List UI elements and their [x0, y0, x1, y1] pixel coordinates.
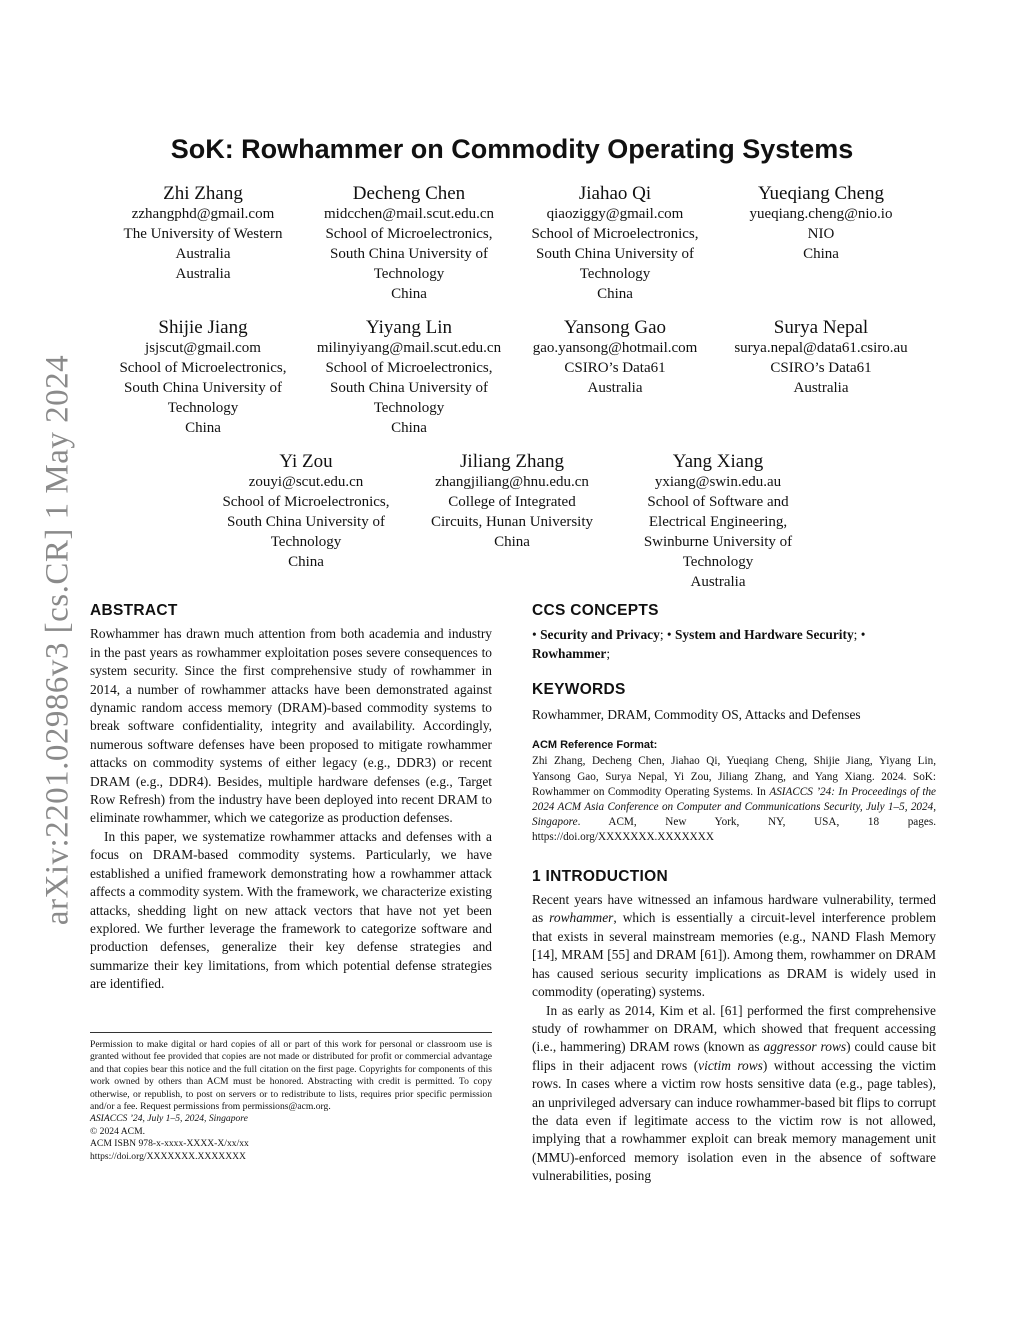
author-email: jsjscut@gmail.com	[145, 340, 261, 356]
author-email: yxiang@swin.edu.au	[654, 474, 782, 490]
ccs-concept: System and Hardware Security	[674, 627, 854, 643]
author-block	[615, 450, 821, 592]
author-affiliation: Circuits, Hunan University	[430, 514, 594, 530]
author-affiliation: Australia	[793, 380, 849, 396]
acm-reference-text	[532, 754, 936, 845]
author-block	[306, 182, 512, 304]
author-block	[718, 182, 924, 264]
acm-reference	[532, 736, 936, 846]
author-name: Surya Nepal	[773, 317, 869, 338]
author-block	[409, 450, 615, 552]
author-name: Shijie Jiang	[158, 317, 248, 338]
author-email: zhangjiliang@hnu.edu.cn	[435, 474, 589, 490]
abstract-paragraph: Rowhammer has drawn much attention from both academia and industry in the past years as rowhammer exploitation poses severe consequences to system security. Since the first comprehensive study of rowhammer in 2014, a number of rowhammer attacks have been demonstrated against dynamic random access memory (DRAM)-based commodity systems to break software confidentiality, integrity and availability. Accordingly, numerous software defenses have been proposed to mitigate rowhammer attacks on commodity systems of either legacy (e.g., DDR3) or recent DRAM (e.g., DDR4). Besides, multiple hardware defenses (e.g., Target Row Refresh) from the industry have been deployed into recent DRAM to eliminate rowhammer, which we categorize as production defenses.	[90, 626, 492, 826]
author-affiliation: CSIRO’s Data61	[564, 360, 666, 376]
author-affiliation: School of Software and	[647, 494, 789, 510]
emphasis: rowhammer	[549, 910, 614, 926]
author-email: zzhangphd@gmail.com	[131, 206, 275, 222]
author-block	[512, 316, 718, 398]
paper-title: SoK: Rowhammer on Commodity Operating Systems	[170, 134, 854, 164]
author-name: Jiahao Qi	[578, 183, 652, 204]
author-affiliation: South China University of	[330, 380, 488, 396]
author-affiliation: School of Microelectronics,	[531, 226, 699, 242]
abstract-heading: ABSTRACT	[90, 602, 178, 619]
author-email: zouyi@scut.edu.cn	[248, 474, 364, 490]
separator: ;	[606, 645, 611, 661]
separator: ;	[659, 627, 664, 643]
author-affiliation: Technology	[270, 534, 342, 550]
isbn-line: ACM ISBN 978-x-xxxx-XXXX-X/xx/xx	[90, 1138, 249, 1150]
author-affiliation: NIO	[807, 226, 835, 242]
keywords-heading: KEYWORDS	[532, 681, 626, 699]
author-affiliation: South China University of	[227, 514, 385, 530]
intro-paragraph	[532, 1002, 936, 1186]
author-email: surya.nepal@data61.csiro.au	[734, 340, 908, 356]
author-affiliation: Electrical Engineering,	[648, 514, 788, 530]
arxiv-stamp: arXiv:2201.02986v3 [cs.CR] 1 May 2024	[39, 354, 76, 926]
bullet: •	[532, 627, 537, 643]
introduction-heading: 1 INTRODUCTION	[532, 867, 668, 885]
author-affiliation: Technology	[167, 400, 239, 416]
author-affiliation: Australia	[175, 246, 231, 262]
author-name: Yansong Gao	[563, 317, 667, 338]
ccs-concept: Rowhammer	[532, 645, 607, 661]
text-run: ) could cause bit flips in their adjacent rows (	[532, 1039, 936, 1073]
author-affiliation: Australia	[690, 574, 746, 590]
author-affiliation: School of Microelectronics,	[119, 360, 287, 376]
author-affiliation: Swinburne University of	[643, 534, 793, 550]
author-affiliation: South China University of	[536, 246, 694, 262]
author-block	[100, 316, 306, 438]
author-block	[512, 182, 718, 304]
separator: ;	[853, 627, 858, 643]
author-affiliation: China	[391, 420, 427, 436]
author-affiliation: Technology	[373, 266, 445, 282]
permission-text: Permission to make digital or hard copies of all or part of this work for personal or classroom use is granted without fee provided that copies are not made or distributed for profit or commercial advantage and that copies bear this notice and the full citation on the first page. Copyrights for components of this work owned by others than ACM must be honored. Abstracting with credit is permitted. To copy otherwise, or republish, to post on servers or to redistribute to lists, requires prior specific permission and/or a fee. Request permissions from permissions@acm.org.	[90, 1039, 492, 1113]
author-affiliation: South China University of	[330, 246, 488, 262]
right-column	[532, 602, 936, 1186]
ccs-concept: Security and Privacy	[540, 627, 660, 643]
author-block	[203, 450, 409, 572]
author-affiliation: Technology	[373, 400, 445, 416]
author-affiliation: School of Microelectronics,	[325, 360, 493, 376]
author-name: Yueqiang Cheng	[757, 183, 885, 204]
keywords-text: Rowhammer, DRAM, Commodity OS, Attacks and Defenses	[532, 706, 861, 722]
permission-footnote	[90, 1032, 492, 1163]
intro-paragraph	[532, 891, 936, 1001]
author-affiliation: College of Integrated	[448, 494, 576, 510]
author-affiliation: China	[597, 286, 633, 302]
author-email: gao.yansong@hotmail.com	[532, 340, 698, 356]
author-affiliation: China	[288, 554, 324, 570]
author-email: midcchen@mail.scut.edu.cn	[323, 206, 494, 222]
author-affiliation: China	[391, 286, 427, 302]
acm-reference-heading: ACM Reference Format:	[532, 739, 658, 752]
author-block	[718, 316, 924, 398]
abstract-section	[90, 602, 492, 994]
abstract-paragraph: In this paper, we systematize rowhammer attacks and defenses with a focus on DRAM-based commodity systems. Particularly, we have established a unified framework demonstrating how a rowhammer attack affects a commodity system. With the framework, we characterize existing attacks, shedding light on new attack vectors that have not yet been explored. We further leverage the framework to categorize software and production defenses, generalize their key defense strategies and summarize their key limitations, from which potential defense strategies are identified.	[90, 828, 492, 992]
text-run: In as early as 2014, Kim et al. [61] performed the first comprehensive study of rowhammer on DRAM, which showed that frequent accessing (i.e., hammering) DRAM rows (known as	[532, 1002, 936, 1055]
author-email: milinyiyang@mail.scut.edu.cn	[316, 340, 502, 356]
acm-reference-proceedings: ASIACCS ’24: In Proceedings of the 2024 ACM Asia Conference on Computer and Communications Security, July 1–5, 2024, Singapore	[532, 785, 936, 829]
author-email: qiaoziggy@gmail.com	[546, 206, 684, 222]
author-name: Yi Zou	[279, 451, 333, 472]
author-affiliation: Australia	[175, 266, 231, 282]
acm-reference-tail: . ACM, New York, NY, USA, 18 pages. https://doi.org/XXXXXXX.XXXXXXX	[532, 816, 936, 844]
author-block	[100, 182, 306, 284]
author-name: Decheng Chen	[352, 183, 466, 204]
doi-link[interactable]: https://doi.org/XXXXXXX.XXXXXXX	[90, 1150, 246, 1162]
venue-line: ASIACCS ’24, July 1–5, 2024, Singapore	[90, 1113, 248, 1125]
author-name: Jiliang Zhang	[460, 451, 564, 472]
ccs-concepts	[532, 626, 936, 663]
author-name: Zhi Zhang	[163, 183, 243, 204]
author-affiliation: Technology	[579, 266, 651, 282]
author-name: Yang Xiang	[672, 451, 764, 472]
acm-reference-authors: Zhi Zhang, Decheng Chen, Jiahao Qi, Yueqiang Cheng, Shijie Jiang, Yiyang Lin, Yansong Gao, Surya Nepal, Yi Zou, Jiliang Zhang, and Yang Xiang. 2024. SoK: Rowhammer on Commodity Operating Systems. In	[532, 755, 936, 798]
author-name: Yiyang Lin	[365, 317, 453, 338]
author-affiliation: China	[803, 246, 839, 262]
author-affiliation: The University of Western	[123, 226, 283, 242]
emphasis: victim rows	[698, 1057, 763, 1073]
bullet: •	[666, 627, 672, 643]
author-affiliation: School of Microelectronics,	[222, 494, 390, 510]
author-block	[306, 316, 512, 438]
author-affiliation: CSIRO’s Data61	[770, 360, 872, 376]
copyright-line: © 2024 ACM.	[90, 1125, 145, 1137]
text-run: ) without accessing the victim rows. In cases where a victim row hosts sensitive data (e.g., page tables), an unprivileged adversary can induce rowhammer-based bit flips to corrupt the data even if legitimate access to the victim row is not allowed, implying that a rowhammer exploit can break memory management unit (MMU)-enforced memory isolation even in the absence of software vulnerabilities, posing	[532, 1057, 936, 1184]
author-affiliation: Technology	[682, 554, 754, 570]
text-run: Recent years have witnessed an infamous hardware vulnerability, termed as	[532, 892, 936, 926]
author-affiliation: Australia	[587, 380, 643, 396]
author-email: yueqiang.cheng@nio.io	[749, 206, 893, 222]
emphasis: aggressor rows	[763, 1039, 847, 1055]
ccs-heading: CCS CONCEPTS	[532, 602, 659, 619]
author-affiliation: China	[494, 534, 530, 550]
bullet: •	[860, 627, 866, 643]
text-run: , which is essentially a circuit-level interference problem that exists in several mainstream memories (e.g., NAND Flash Memory [14], MRAM [55] and DRAM [61]). Among them, rowhammer on DRAM has caused serious security implications as DRAM is widely used in commodity (operating) systems.	[532, 910, 937, 1000]
author-affiliation: School of Microelectronics,	[325, 226, 493, 242]
author-affiliation: South China University of	[124, 380, 282, 396]
author-affiliation: China	[185, 420, 221, 436]
